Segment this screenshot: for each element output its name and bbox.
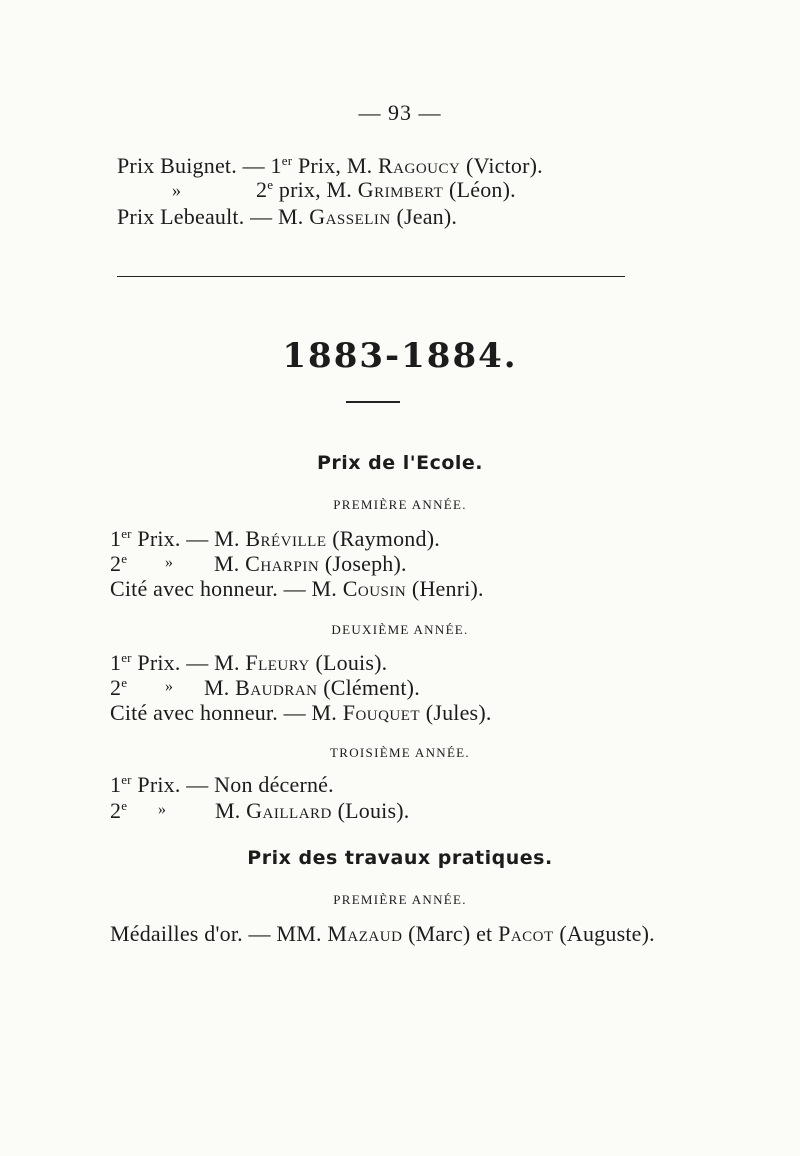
- travaux-gold-medals: Médailles d'or. — MM. Mazaud (Marc) et Pacot (Auguste).: [110, 921, 655, 946]
- ecole-third-year-first-prize: 1er Prix. — Non décerné.: [110, 772, 334, 797]
- section-divider-rule: [117, 276, 625, 277]
- travaux-first-year-label: PREMIÈRE ANNÉE.: [333, 892, 467, 907]
- prix-travaux-pratiques-heading: Prix des travaux pratiques.: [247, 847, 553, 869]
- year-underline-rule: [346, 401, 400, 403]
- prix-ecole-heading: Prix de l'Ecole.: [316, 452, 484, 474]
- ecole-second-year-honor: Cité avec honneur. — M. Fouquet (Jules).: [110, 700, 492, 725]
- ecole-first-year-second-prize-number: 2e: [110, 551, 128, 576]
- year-title: 1883-1884.: [282, 336, 518, 376]
- ecole-second-year-second-prize-number: 2e: [110, 675, 128, 700]
- ecole-first-year-first-prize: 1er Prix. — M. Bréville (Raymond).: [110, 526, 440, 551]
- ecole-first-year-honor: Cité avec honneur. — M. Cousin (Henri).: [110, 576, 484, 601]
- ecole-third-year-ditto-mark: »: [158, 801, 167, 818]
- prize-lebeault-line: Prix Lebeault. — M. Gasselin (Jean).: [117, 204, 458, 229]
- prize-buignet-ditto-mark: »: [172, 180, 182, 200]
- ecole-third-year-second-prize-number: 2e: [110, 798, 128, 823]
- ecole-first-year-label: PREMIÈRE ANNÉE.: [333, 497, 467, 512]
- page-number: — 93 —: [358, 100, 442, 125]
- ecole-second-year-first-prize: 1er Prix. — M. Fleury (Louis).: [110, 650, 388, 675]
- ecole-second-year-second-prize: M. Baudran (Clément).: [204, 675, 420, 700]
- prize-buignet-first-line: Prix Buignet. — 1er Prix, M. Ragoucy (Victor).: [117, 153, 543, 178]
- ecole-first-year-ditto-mark: »: [165, 554, 174, 571]
- ecole-third-year-label: TROISIÈME ANNÉE.: [330, 745, 470, 760]
- ecole-second-year-label: DEUXIÈME ANNÉE.: [331, 622, 469, 637]
- prize-buignet-second-line: 2e prix, M. Grimbert (Léon).: [256, 177, 516, 202]
- ecole-first-year-second-prize: M. Charpin (Joseph).: [214, 551, 407, 576]
- ecole-second-year-ditto-mark: »: [165, 678, 174, 695]
- ecole-third-year-second-prize: M. Gaillard (Louis).: [215, 798, 410, 823]
